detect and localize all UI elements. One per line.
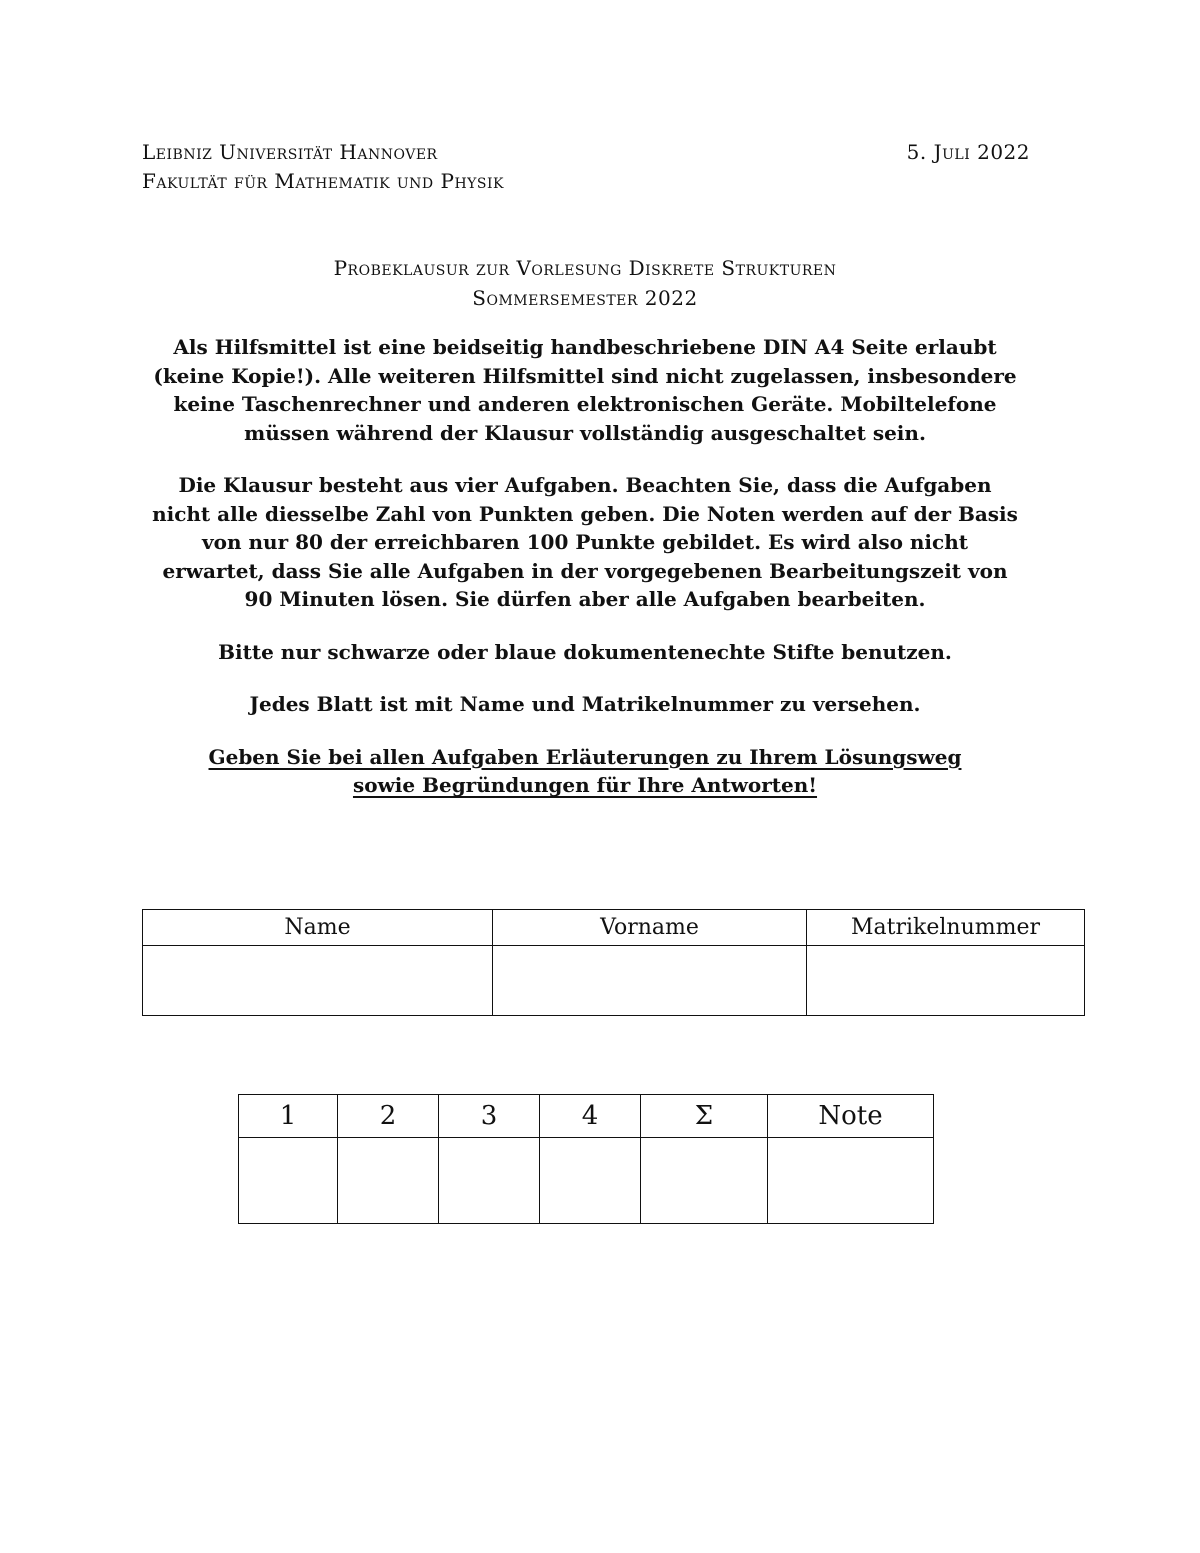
- tasks-paragraph: [130, 471, 1040, 614]
- sheets-paragraph: Jedes Blatt ist mit Name und Matrikelnummer zu versehen.: [249, 692, 921, 716]
- exam-title: [0, 253, 1170, 313]
- task-3-score-field[interactable]: [439, 1138, 540, 1224]
- explanation-line-1: Geben Sie bei allen Aufgaben Erläuterungen zu Ihrem Lösungsweg: [208, 744, 962, 769]
- sum-score-field[interactable]: [641, 1138, 768, 1224]
- student-info-input-row: [143, 946, 1085, 1016]
- pens-paragraph: Bitte nur schwarze oder blaue dokumentenechte Stifte benutzen.: [218, 639, 952, 664]
- tasks-line-3: von nur 80 der erreichbaren 100 Punkte gebildet. Es wird also nicht: [202, 530, 968, 554]
- score-input-row: [239, 1138, 934, 1224]
- name-field[interactable]: [143, 946, 493, 1016]
- student-info-table: [142, 909, 1085, 1016]
- task-2-header: 2: [338, 1095, 439, 1138]
- aids-line-3: keine Taschenrechner und anderen elektronischen Geräte. Mobiltelefone: [173, 392, 997, 416]
- student-info-header-row: [143, 910, 1085, 946]
- task-1-score-field[interactable]: [239, 1138, 338, 1224]
- exam-date: 5. Juli 2022: [906, 140, 1030, 164]
- explanation-line-2: sowie Begründungen für Ihre Antworten!: [352, 773, 818, 797]
- grade-header: Note: [768, 1095, 934, 1138]
- task-2-score-field[interactable]: [338, 1138, 439, 1224]
- grade-field[interactable]: [768, 1138, 934, 1224]
- score-header-row: [239, 1095, 934, 1138]
- faculty-name: Fakultät für Mathematik und Physik: [142, 169, 504, 193]
- tasks-line-2: nicht alle diesselbe Zahl von Punkten geben. Die Noten werden auf der Basis: [152, 501, 1018, 526]
- instructions: [130, 333, 1040, 824]
- exam-title-line1: Probeklausur zur Vorlesung Diskrete Strukturen: [333, 256, 837, 280]
- institution-header: [142, 138, 504, 196]
- task-1-header: 1: [239, 1095, 338, 1138]
- student-id-field[interactable]: [807, 946, 1085, 1016]
- tasks-line-4: erwartet, dass Sie alle Aufgaben in der vorgegebenen Bearbeitungszeit von: [162, 558, 1008, 583]
- score-table: [238, 1094, 934, 1224]
- aids-line-4: müssen während der Klausur vollständig ausgeschaltet sein.: [244, 420, 926, 445]
- explanation-paragraph: [130, 743, 1040, 800]
- tasks-line-5: 90 Minuten lösen. Sie dürfen aber alle Aufgaben bearbeiten.: [244, 587, 926, 611]
- exam-title-line2: Sommersemester 2022: [472, 286, 698, 310]
- first-name-field[interactable]: [493, 946, 807, 1016]
- task-4-header: 4: [540, 1095, 641, 1138]
- university-name: Leibniz Universität Hannover: [142, 140, 438, 164]
- aids-line-2: (keine Kopie!). Alle weiteren Hilfsmittel sind nicht zugelassen, insbesondere: [153, 363, 1017, 388]
- first-name-header: Vorname: [493, 910, 807, 946]
- name-header: Name: [143, 910, 493, 946]
- task-3-header: 3: [439, 1095, 540, 1138]
- task-4-score-field[interactable]: [540, 1138, 641, 1224]
- sum-header: Σ: [641, 1095, 768, 1138]
- aids-line-1: Als Hilfsmittel ist eine beidseitig handbeschriebene DIN A4 Seite erlaubt: [173, 335, 997, 359]
- student-id-header: Matrikelnummer: [807, 910, 1085, 946]
- aids-paragraph: [130, 333, 1040, 447]
- tasks-line-1: Die Klausur besteht aus vier Aufgaben. Beachten Sie, dass die Aufgaben: [178, 473, 992, 497]
